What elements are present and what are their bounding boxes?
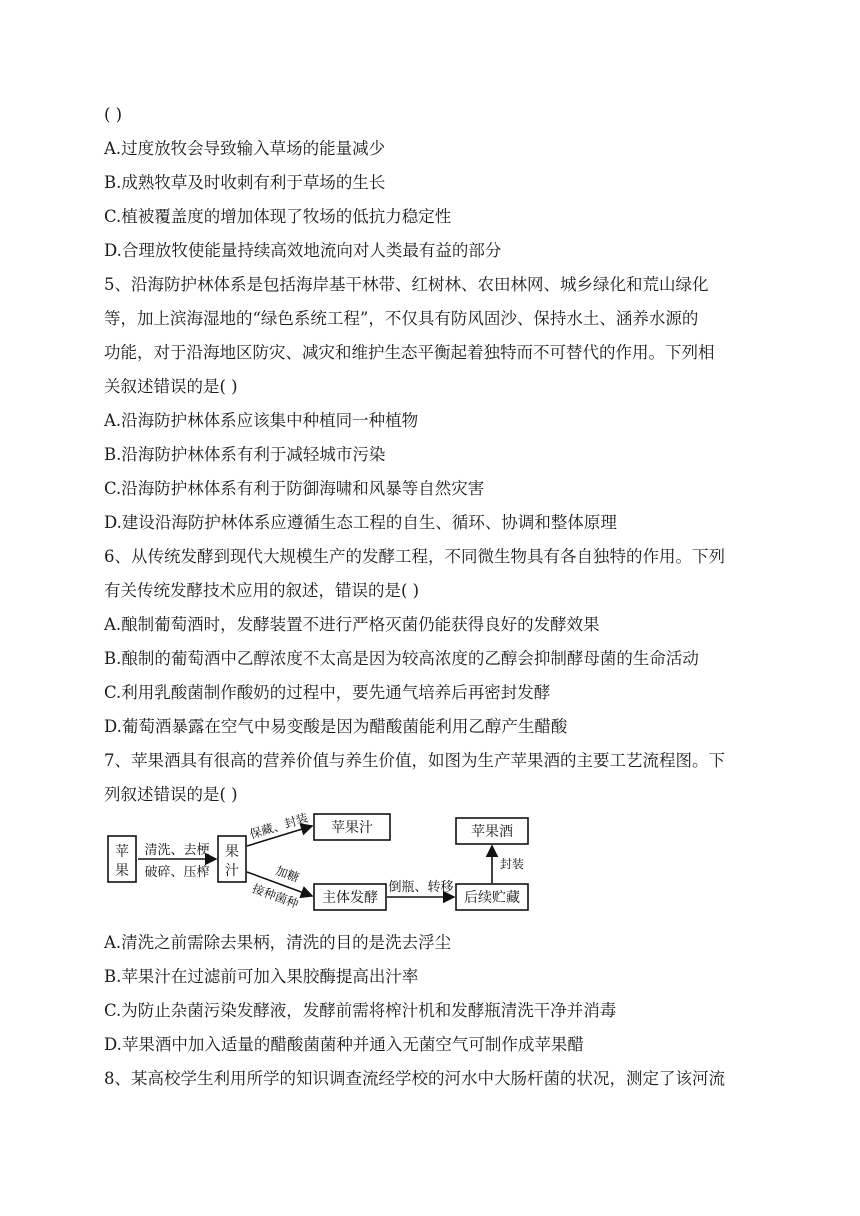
q7-stem-line-1: 7、苹果酒具有很高的营养价值与养生价值，如图为生产苹果酒的主要工艺流程图。下 xyxy=(104,751,725,770)
q4-answer-bracket: ( ) xyxy=(104,105,123,124)
q5-option-b: B.沿海防护林体系有利于减轻城市污染 xyxy=(104,445,386,464)
q4-option-b: B.成熟牧草及时收刺有利于草场的生长 xyxy=(104,173,386,192)
q6-stem-line-1: 6、从传统发酵到现代大规模生产的发酵工程，不同微生物具有各自独特的作用。下列 xyxy=(104,547,725,566)
q6-option-b: B.酿制的葡萄酒中乙醇浓度不太高是因为较高浓度的乙醇会抑制酵母菌的生命活动 xyxy=(104,649,699,668)
apple-box-char-2: 果 xyxy=(115,863,129,879)
juice-box-char-2: 汁 xyxy=(225,863,239,879)
q6-option-a: A.酿制葡萄酒时，发酵装置不进行严格灭菌仍能获得良好的发酵效果 xyxy=(104,615,600,634)
seal-label: 封装 xyxy=(499,857,525,871)
q5-stem-line-3: 功能，对于沿海地区防灾、减灾和维护生态平衡起着独特而不可替代的作用。下列相 xyxy=(104,343,715,362)
q5-stem-line-2: 等，加上滨海湿地的“绿色系统工程”，不仅具有防风固沙、保持水土、涵养水源的 xyxy=(104,309,699,328)
q5-option-c: C.沿海防护林体系有利于防御海啸和风暴等自然灾害 xyxy=(104,479,485,498)
q6-stem-line-2: 有关传统发酵技术应用的叙述，错误的是( ) xyxy=(104,581,420,600)
q5-option-a: A.沿海防护林体系应该集中种植同一种植物 xyxy=(104,411,419,430)
q5-option-d: D.建设沿海防护林体系应遵循生态工程的自生、循环、协调和整体原理 xyxy=(104,513,617,532)
store-seal-label: 保藏、封装 xyxy=(248,810,310,842)
q5-stem-line-1: 5、沿海防护林体系是包括海岸基干林带、红树林、农田林网、城乡绿化和荒山绿化 xyxy=(104,275,709,294)
storage-text: 后续贮藏 xyxy=(464,890,520,906)
juice-box-char-1: 果 xyxy=(225,844,239,860)
main-fermentation-text: 主体发酵 xyxy=(322,890,378,906)
rack-transfer-label: 倒瓶、转移 xyxy=(388,880,454,895)
q7-option-d: D.苹果酒中加入适量的醋酸菌菌种并通入无菌空气可制作成苹果醋 xyxy=(104,1035,584,1054)
q7-option-c: C.为防止杂菌污染发酵液，发酵前需将榨汁机和发酵瓶清洗干净并消毒 xyxy=(104,1001,617,1020)
apple-box-char-1: 苹 xyxy=(115,844,129,860)
q7-stem-line-2: 列叙述错误的是( ) xyxy=(104,785,238,804)
q7-option-b: B.苹果汁在过滤前可加入果胶酶提高出汁率 xyxy=(104,967,419,986)
inoculate-label: 接种菌种 xyxy=(250,881,301,912)
q5-stem-line-4: 关叙述错误的是( ) xyxy=(104,377,238,396)
q4-option-a: A.过度放牧会导致输入草场的能量减少 xyxy=(104,139,386,158)
q4-option-c: C.植被覆盖度的增加体现了牧场的低抗力稳定性 xyxy=(104,207,452,226)
q4-option-d: D.合理放牧使能量持续高效地流向对人类最有益的部分 xyxy=(104,241,502,260)
apple-juice-text: 苹果汁 xyxy=(331,820,373,836)
q7-option-a: A.清洗之前需除去果柄，清洗的目的是洗去浮尘 xyxy=(104,933,452,952)
q8-stem-line-1: 8、某高校学生利用所学的知识调查流经学校的河水中大肠杆菌的状况，测定了该河流 xyxy=(104,1069,725,1088)
apple-wine-text: 苹果酒 xyxy=(471,824,513,840)
q6-option-c: C.利用乳酸菌制作酸奶的过程中，要先通气培养后再密封发酵 xyxy=(104,683,551,702)
apple-wine-process-diagram xyxy=(104,806,534,918)
wash-destem-label: 清洗、去梗 xyxy=(144,843,210,858)
add-sugar-label: 加糖 xyxy=(273,863,302,885)
q6-option-d: D.葡萄酒暴露在空气中易变酸是因为醋酸菌能利用乙醇产生醋酸 xyxy=(104,717,568,736)
crush-press-label: 破碎、压榨 xyxy=(144,865,210,880)
